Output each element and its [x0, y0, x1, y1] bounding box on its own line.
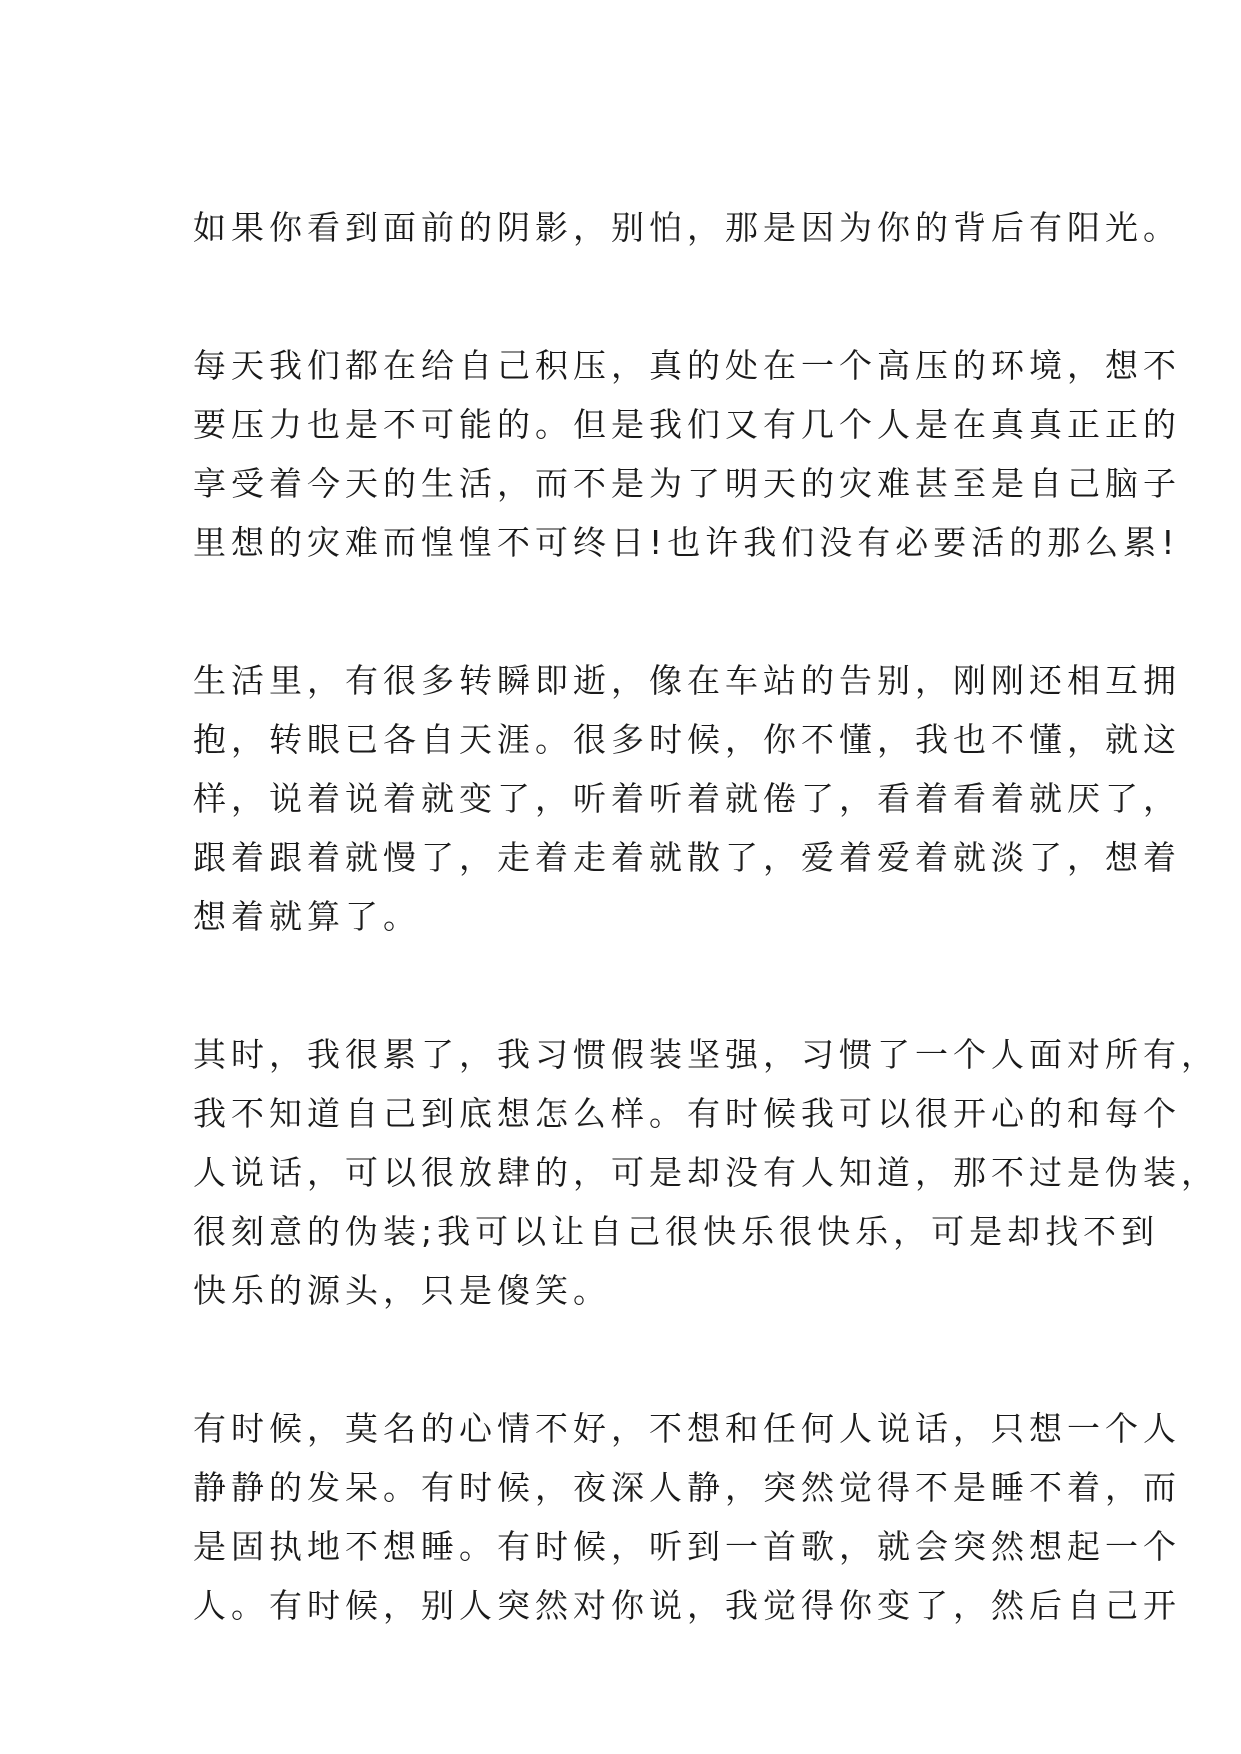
- document-body: [193, 198, 1219, 1714]
- text-line: 人。有时候，别人突然对你说，我觉得你变了，然后自己开: [193, 1586, 1181, 1625]
- text-line: 是固执地不想睡。有时候，听到一首歌，就会突然想起一个: [193, 1527, 1181, 1566]
- text-line: 快乐的源头，只是傻笑。: [193, 1271, 611, 1310]
- text-line: 享受着今天的生活，而不是为了明天的灾难甚至是自己脑子: [193, 464, 1181, 503]
- text-line: 跟着跟着就慢了，走着走着就散了，爱着爱着就淡了，想着: [193, 838, 1181, 877]
- text-line: 生活里，有很多转瞬即逝，像在车站的告别，刚刚还相互拥: [193, 661, 1181, 700]
- text-line: 静静的发呆。有时候，夜深人静，突然觉得不是睡不着，而: [193, 1468, 1181, 1507]
- paragraph-4: [193, 1025, 1219, 1320]
- paragraph-2: [193, 336, 1181, 572]
- text-line: 其时，我很累了，我习惯假装坚强，习惯了一个人面对所有，: [193, 1035, 1219, 1074]
- paragraph-1: [193, 198, 1181, 257]
- text-line: 有时候，莫名的心情不好，不想和任何人说话，只想一个人: [193, 1409, 1181, 1448]
- text-line: 人说话，可以很放肆的，可是却没有人知道，那不过是伪装，: [193, 1153, 1219, 1192]
- paragraph-3: [193, 651, 1181, 946]
- text-line: 里想的灾难而惶惶不可终日!也许我们没有必要活的那么累!: [193, 523, 1180, 562]
- paragraph-5: [193, 1399, 1181, 1635]
- text-line: 每天我们都在给自己积压，真的处在一个高压的环境，想不: [193, 346, 1181, 385]
- text-line: 我不知道自己到底想怎么样。有时候我可以很开心的和每个: [193, 1094, 1181, 1133]
- text-line: 要压力也是不可能的。但是我们又有几个人是在真真正正的: [193, 405, 1181, 444]
- text-line: 样，说着说着就变了，听着听着就倦了，看着看着就厌了，: [193, 779, 1181, 818]
- text-line: 想着就算了。: [193, 897, 421, 936]
- text-line: 很刻意的伪装;我可以让自己很快乐很快乐，可是却找不到: [193, 1212, 1160, 1251]
- text-line: 如果你看到面前的阴影，别怕，那是因为你的背后有阳光。: [193, 208, 1181, 247]
- text-line: 抱，转眼已各自天涯。很多时候，你不懂，我也不懂，就这: [193, 720, 1181, 759]
